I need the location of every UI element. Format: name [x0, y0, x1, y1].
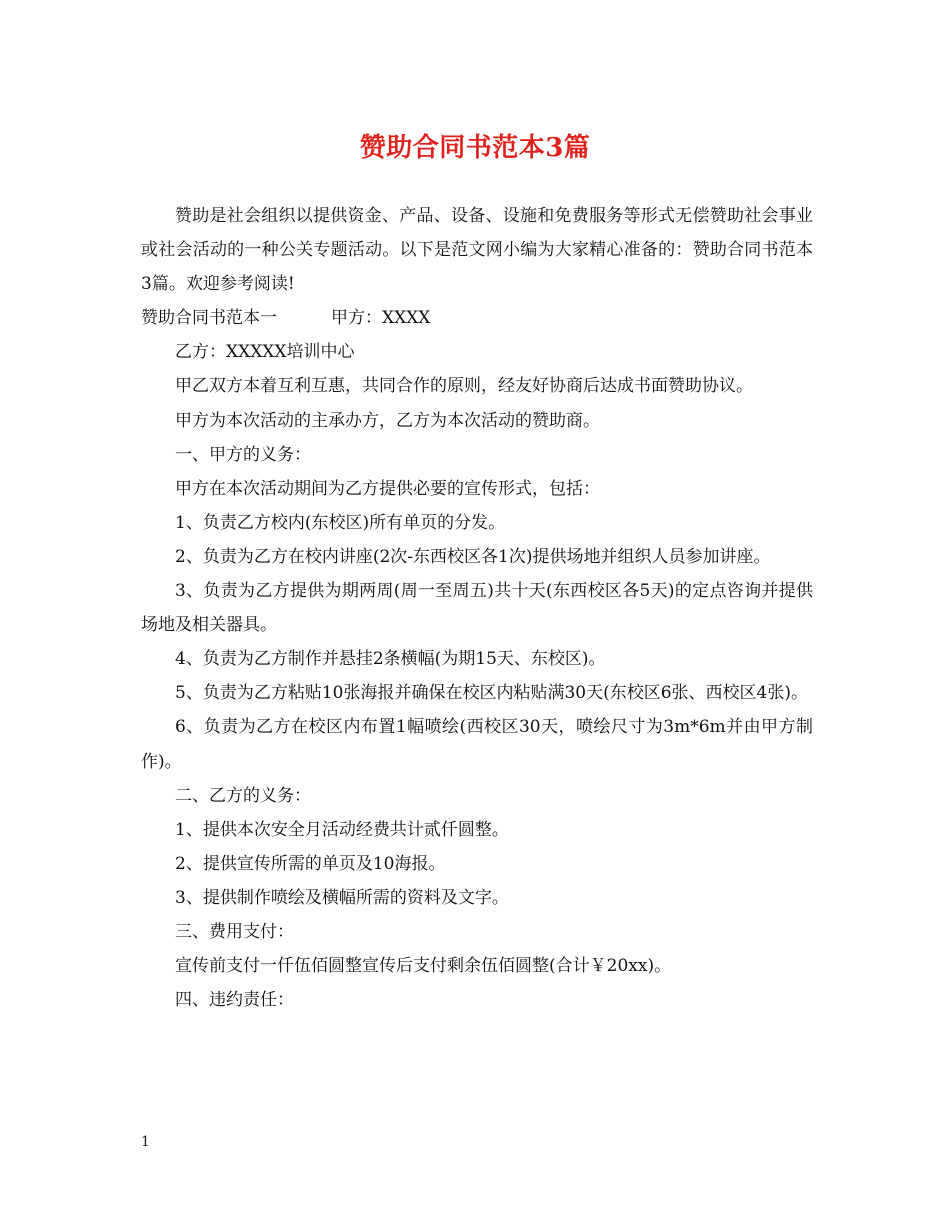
section-heading-line [141, 301, 813, 335]
obligation-item-3: 3、负责为乙方提供为期两周(周一至周五)共十天(东西校区各5天)的定点咨询并提供场地及相关器具。 [141, 581, 813, 636]
heading-party-b-obligations: 二、乙方的义务： [175, 785, 311, 806]
payment-terms: 宣传前支付一仟伍佰圆整宣传后支付剩余伍佰圆整(合计￥20xx)。 [175, 956, 672, 977]
paragraph-cooperation-principle: 甲乙双方本着互利互惠，共同合作的原则，经友好协商后达成书面赞助协议。 [175, 376, 753, 397]
intro-paragraph: 赞助是社会组织以提供资金、产品、设备、设施和免费服务等形式无偿赞助社会事业或社会活动的一种公关专题活动。以下是范文网小编为大家精心准备的：赞助合同书范本3篇。欢迎参考阅读! [141, 206, 813, 295]
paragraph-roles: 甲方为本次活动的主承办方，乙方为本次活动的赞助商。 [175, 410, 600, 431]
obligation-item-1: 1、负责乙方校内(东校区)所有单页的分发。 [175, 512, 506, 533]
obligation-item-5: 5、负责为乙方粘贴10张海报并确保在校区内粘贴满30天(东校区6张、西校区4张)。 [175, 683, 808, 704]
obligation-item-6: 6、负责为乙方在校区内布置1幅喷绘(西校区30天，喷绘尺寸为3m*6m并由甲方制作)。 [141, 717, 813, 772]
document-title: 赞助合同书范本3篇 [359, 133, 591, 163]
obligation-item-4: 4、负责为乙方制作并悬挂2条横幅(为期15天、东校区)。 [175, 649, 606, 670]
section-heading: 赞助合同书范本一 [141, 308, 277, 329]
document-body [141, 199, 813, 1017]
heading-liability: 四、违约责任： [175, 990, 294, 1011]
heading-party-a-obligations: 一、甲方的义务： [175, 444, 311, 465]
party-b-item-3: 3、提供制作喷绘及横幅所需的资料及文字。 [175, 887, 509, 908]
party-b-item-1: 1、提供本次安全月活动经费共计贰仟圆整。 [175, 819, 509, 840]
paragraph-promotion-forms: 甲方在本次活动期间为乙方提供必要的宣传形式，包括： [175, 478, 600, 499]
party-a-label: 甲方：XXXX [331, 308, 431, 329]
party-b-label: 乙方：XXXXX培训中心 [175, 342, 355, 363]
obligation-item-2: 2、负责为乙方在校内讲座(2次-东西校区各1次)提供场地并组织人员参加讲座。 [175, 546, 771, 567]
party-b-item-2: 2、提供宣传所需的单页及10海报。 [175, 853, 446, 874]
heading-payment: 三、费用支付： [175, 921, 294, 942]
page-number: 1 [141, 1134, 150, 1150]
